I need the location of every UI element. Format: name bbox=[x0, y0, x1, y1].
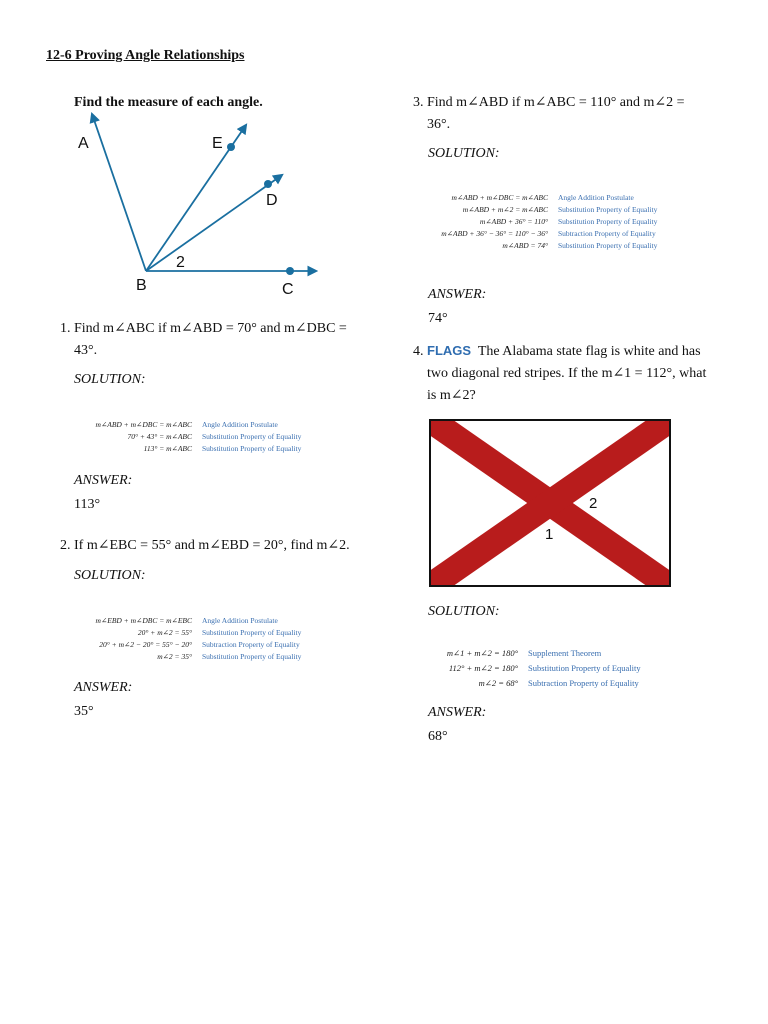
step-row: 20° + m∠2 = 55° Substitution Property of Equality bbox=[137, 628, 302, 637]
alabama-flag bbox=[429, 419, 671, 587]
problem-4-answer-label: ANSWER: bbox=[428, 705, 487, 720]
problem-4-answer: 68° bbox=[428, 729, 448, 744]
step-row: m∠ABD + m∠2 = m∠ABC Substitution Property of Equality bbox=[462, 205, 658, 214]
step-row: m∠2 = 68° Subtraction Property of Equality bbox=[478, 678, 639, 688]
point-c-label: C bbox=[282, 281, 294, 298]
problem-2-question: 2. If m∠EBC = 55° and m∠EBD = 20°, find m∠2. bbox=[60, 538, 350, 553]
ray-ba bbox=[92, 114, 146, 271]
step-row: 112° + m∠2 = 180° Substitution Property of Equality bbox=[448, 663, 641, 673]
problem-4-question: 4. FLAGS The Alabama state flag is white and has two diagonal red stripes. If the m∠1 = 112°, what is m∠2? bbox=[413, 343, 707, 403]
problem-1-answer-label: ANSWER: bbox=[74, 473, 133, 488]
step-row: m∠2 = 35° Substitution Property of Equality bbox=[157, 652, 302, 661]
angle-2-label: 2 bbox=[176, 254, 185, 271]
point-b-label: B bbox=[136, 277, 147, 294]
step-row: 70° + 43° = m∠ABC Substitution Property of Equality bbox=[127, 432, 302, 441]
point-a-label: A bbox=[78, 135, 89, 152]
point-e-label: E bbox=[212, 135, 223, 152]
step-row: m∠ABD + m∠DBC = m∠ABC Angle Addition Postulate bbox=[451, 193, 634, 202]
angle-1-label: 1 bbox=[545, 526, 554, 543]
flags-keyword: FLAGS bbox=[427, 343, 472, 358]
problem-2-steps bbox=[74, 615, 301, 663]
point-d-label: D bbox=[266, 192, 278, 209]
page-title: 12-6 Proving Angle Relationships bbox=[46, 48, 245, 63]
problem-3-answer: 74° bbox=[428, 311, 448, 326]
problem-3-question: 3. Find m∠ABD if m∠ABC = 110° and m∠2 = 36°. bbox=[413, 95, 685, 132]
problem-3-solution-label: SOLUTION: bbox=[428, 146, 500, 161]
problem-1-solution-label: SOLUTION: bbox=[74, 372, 146, 387]
step-row: m∠ABD + 36° − 36° = 110° − 36° Subtraction Property of Equality bbox=[441, 229, 656, 238]
problem-4-solution-label: SOLUTION: bbox=[428, 604, 500, 619]
point-d-dot bbox=[264, 180, 272, 188]
angle-2-label: 2 bbox=[589, 495, 598, 512]
problem-2-solution-label: SOLUTION: bbox=[74, 568, 146, 583]
problem-3-answer-label: ANSWER: bbox=[428, 287, 487, 302]
problem-2-answer: 35° bbox=[74, 704, 94, 719]
step-row: m∠ABD + 36° = 110° Substitution Property of Equality bbox=[479, 217, 658, 226]
step-row: 113° = m∠ABC Substitution Property of Equality bbox=[143, 444, 302, 453]
problem-1-steps bbox=[74, 419, 301, 455]
point-e-dot bbox=[227, 143, 235, 151]
problem-4-steps bbox=[428, 646, 641, 691]
step-row: 20° + m∠2 − 20° = 55° − 20° Subtraction Property of Equality bbox=[99, 640, 300, 649]
point-c-dot bbox=[286, 267, 294, 275]
problem-2-answer-label: ANSWER: bbox=[74, 680, 133, 695]
step-row: m∠EBD + m∠DBC = m∠EBC Angle Addition Postulate bbox=[95, 616, 278, 625]
ray-bd bbox=[146, 175, 282, 271]
instruction: Find the measure of each angle. bbox=[74, 95, 263, 110]
problem-3-steps bbox=[428, 192, 657, 252]
problem-1-answer: 113° bbox=[74, 497, 101, 512]
step-row: m∠ABD + m∠DBC = m∠ABC Angle Addition Postulate bbox=[95, 420, 278, 429]
angle-diagram bbox=[60, 108, 330, 298]
step-row: m∠ABD = 74° Substitution Property of Equality bbox=[502, 241, 658, 250]
problem-1-question: 1. Find m∠ABC if m∠ABD = 70° and m∠DBC = 43°. bbox=[60, 321, 347, 358]
step-row: m∠1 + m∠2 = 180° Supplement Theorem bbox=[446, 648, 602, 658]
